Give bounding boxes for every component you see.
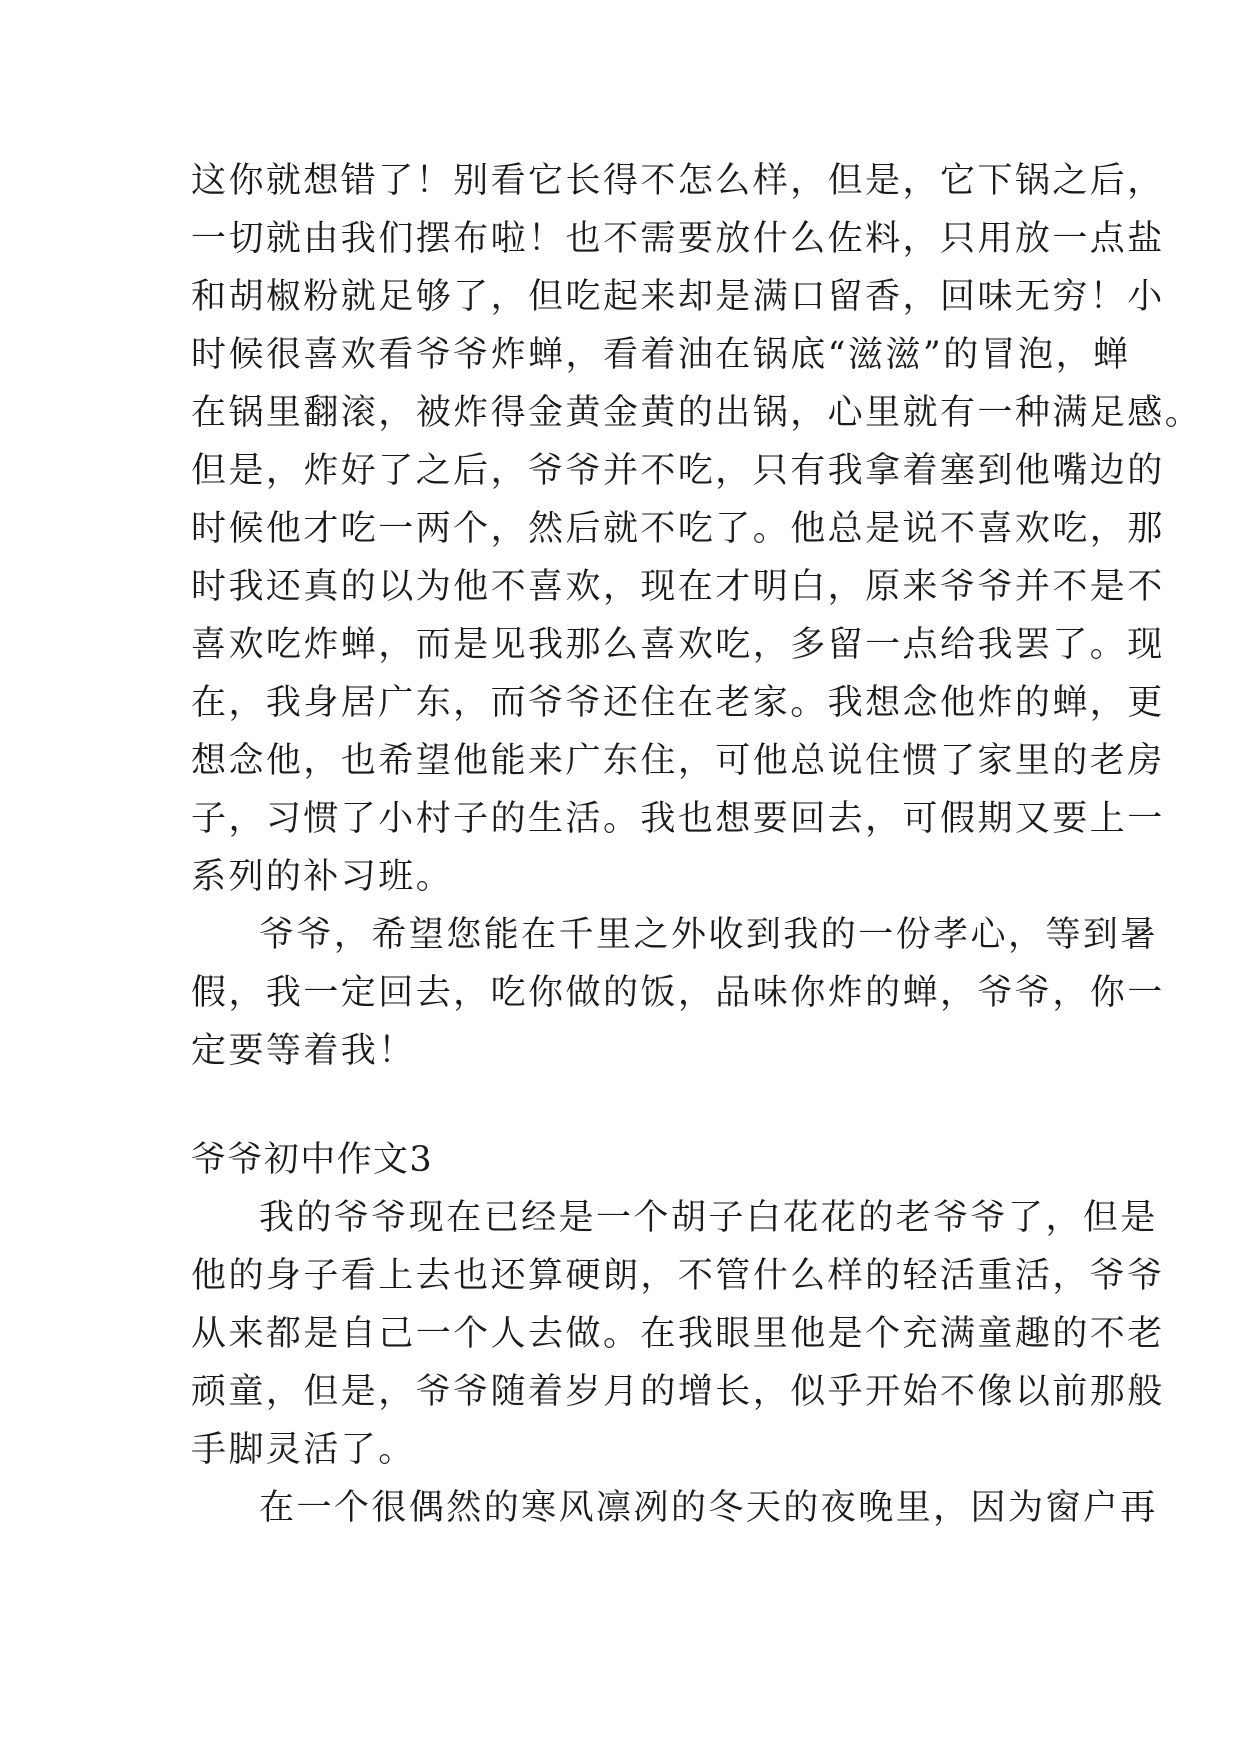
text-line: 假，我一定回去，吃你做的饭，品味你炸的蝉，爷爷，你一 (191, 973, 1165, 1013)
text-line: 时候他才吃一两个，然后就不吃了。他总是说不喜欢吃，那 (191, 509, 1165, 549)
text-line: 顽童，但是，爷爷随着岁月的增长，似乎开始不像以前那般 (191, 1372, 1165, 1412)
text-line: 子，习惯了小村子的生活。我也想要回去，可假期又要上一 (191, 799, 1165, 839)
text-line: 在，我身居广东，而爷爷还住在老家。我想念他炸的蝉，更 (191, 683, 1165, 723)
text-line: 系列的补习班。 (191, 857, 454, 897)
text-line: 这你就想错了！别看它长得不怎么样，但是，它下锅之后， (191, 161, 1165, 201)
text-line: 想念他，也希望他能来广东住，可他总说住惯了家里的老房 (191, 741, 1165, 781)
text-line: 在锅里翻滚，被炸得金黄金黄的出锅，心里就有一种满足感。 (191, 393, 1203, 433)
text-line: 手脚灵活了。 (191, 1430, 416, 1470)
text-line: 时我还真的以为他不喜欢，现在才明白，原来爷爷并不是不 (191, 567, 1165, 607)
section-heading: 爷爷初中作文3 (191, 1140, 434, 1180)
text-line: 时候很喜欢看爷爷炸蝉，看着油在锅底“滋滋”的冒泡，蝉 (191, 335, 1131, 375)
text-line: 喜欢吃炸蝉，而是见我那么喜欢吃，多留一点给我罢了。现 (191, 625, 1165, 665)
paragraph-first-line: 爷爷，希望您能在千里之外收到我的一份孝心，等到暑 (259, 915, 1158, 955)
text-line: 和胡椒粉就足够了，但吃起来却是满口留香，回味无穷！小 (191, 277, 1165, 317)
text-line: 他的身子看上去也还算硬朗，不管什么样的轻活重活，爷爷 (191, 1256, 1165, 1296)
paragraph-first-line: 在一个很偶然的寒风凛冽的冬天的夜晚里，因为窗户再 (259, 1488, 1158, 1528)
text-line: 定要等着我！ (191, 1031, 416, 1071)
text-line: 但是，炸好了之后，爷爷并不吃，只有我拿着塞到他嘴边的 (191, 451, 1165, 491)
text-line: 从来都是自己一个人去做。在我眼里他是个充满童趣的不老 (191, 1314, 1165, 1354)
text-line: 一切就由我们摆布啦！也不需要放什么佐料，只用放一点盐 (191, 219, 1165, 259)
paragraph-first-line: 我的爷爷现在已经是一个胡子白花花的老爷爷了，但是 (259, 1198, 1158, 1238)
